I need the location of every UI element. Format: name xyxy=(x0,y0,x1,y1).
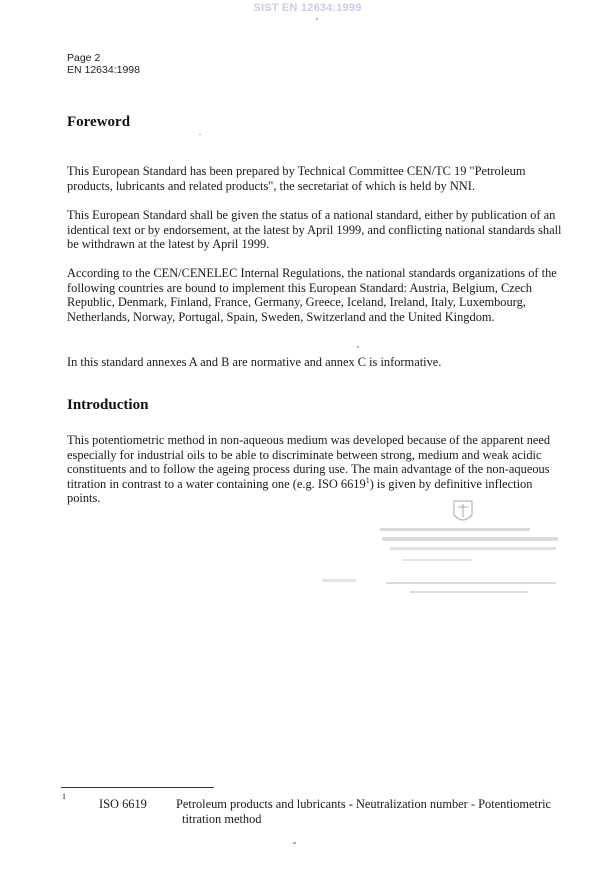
foreword-paragraph: In this standard annexes A and B are normative and annex C is informative. xyxy=(67,355,442,369)
standard-id: EN 12634:1998 xyxy=(67,64,140,76)
scan-speck xyxy=(316,18,318,20)
foreword-heading: Foreword xyxy=(67,114,131,130)
page-number: Page 2 xyxy=(67,52,101,64)
scan-speck xyxy=(293,842,296,844)
foreword-paragraph: This European Standard shall be given the status of a national standard, either by publication of an identical text or by endorsement, at the latest by April 1999, and conflicting national standards shall be withdrawn at the latest by April 1999. xyxy=(67,208,562,252)
introduction-heading: Introduction xyxy=(67,397,149,413)
footnote-reference: ISO 6619 xyxy=(99,797,147,811)
footnote-separator xyxy=(61,787,214,788)
introduction-text-start: This potentiometric method in non-aqueous medium was developed because of the apparent need especially for industrial oils to be able to discriminate between strong, medium and weak acidic constituents and to follow the ageing process during use. The main advantage of the non-aqueous titration in contrast to a water containing one (e.g. ISO 6619 xyxy=(67,433,551,491)
footnote-reference-mark: 1 xyxy=(365,475,370,485)
scan-speck xyxy=(357,346,359,348)
watermark: SIST EN 12634:1999 xyxy=(253,2,362,14)
footnote-marker: 1 xyxy=(62,792,66,801)
official-stamp xyxy=(322,495,562,600)
page-header xyxy=(67,52,140,76)
foreword-paragraph: This European Standard has been prepared by Technical Committee CEN/TC 19 "Petroleum products, lubricants and related products", the secretariat of which is held by NNI. xyxy=(67,164,526,193)
footnote-title xyxy=(176,797,566,826)
scan-speck xyxy=(199,134,201,135)
introduction-text-end: ) is given by definitive inflection points. xyxy=(67,476,533,506)
footnote-title-line2: titration method xyxy=(182,811,262,826)
foreword-paragraph: According to the CEN/CENELEC Internal Regulations, the national standards organizations of the following countries are bound to implement this European Standard: Austria, Belgium, Czech Republic, Denmark, Finland, France, Germany, Greece, Iceland, Ireland, Italy, Luxembourg, Netherlands, Norway, Portugal, Spain, Sweden, Switzerland and the United Kingdom. xyxy=(67,266,557,324)
footnote-title-line1: Petroleum products and lubricants - Neutralization number - Potentiometric xyxy=(176,797,552,811)
